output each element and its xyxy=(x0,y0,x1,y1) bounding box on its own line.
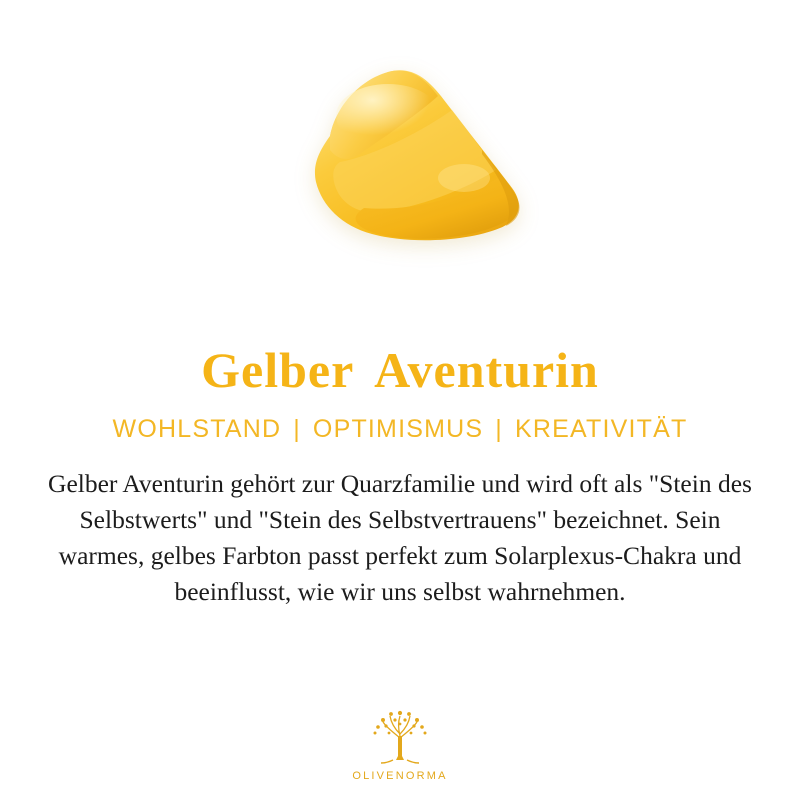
brand-logo xyxy=(0,706,800,782)
keyword-separator-1: | xyxy=(495,414,503,443)
page-title: Gelber Aventurin xyxy=(201,342,599,398)
stone-image-area xyxy=(0,0,800,330)
keyword-separator-0: | xyxy=(293,414,301,443)
keyword-list xyxy=(113,415,688,444)
keyword-item-0: WOHLSTAND xyxy=(112,414,282,443)
yellow-aventurine-stone-image xyxy=(268,58,538,258)
tree-of-life-icon xyxy=(363,706,437,768)
stone-icon xyxy=(268,58,538,258)
keyword-item-1: OPTIMISMUS xyxy=(312,414,484,443)
brand-name: OLIVENORMA xyxy=(352,770,448,782)
product-description: Gelber Aventurin gehört zur Quarzfamilie und wird oft als "Stein des Selbstwerts" und "Stein des Selbstvertrauens" bezeichnet. Sein warmes, gelbes Farbton passt perfekt zum Solarplexus-Chakra und beeinflusst, wie wir uns selbst wahrnehmen. xyxy=(48,468,752,607)
keyword-item-2: KREATIVITÄT xyxy=(514,414,688,443)
